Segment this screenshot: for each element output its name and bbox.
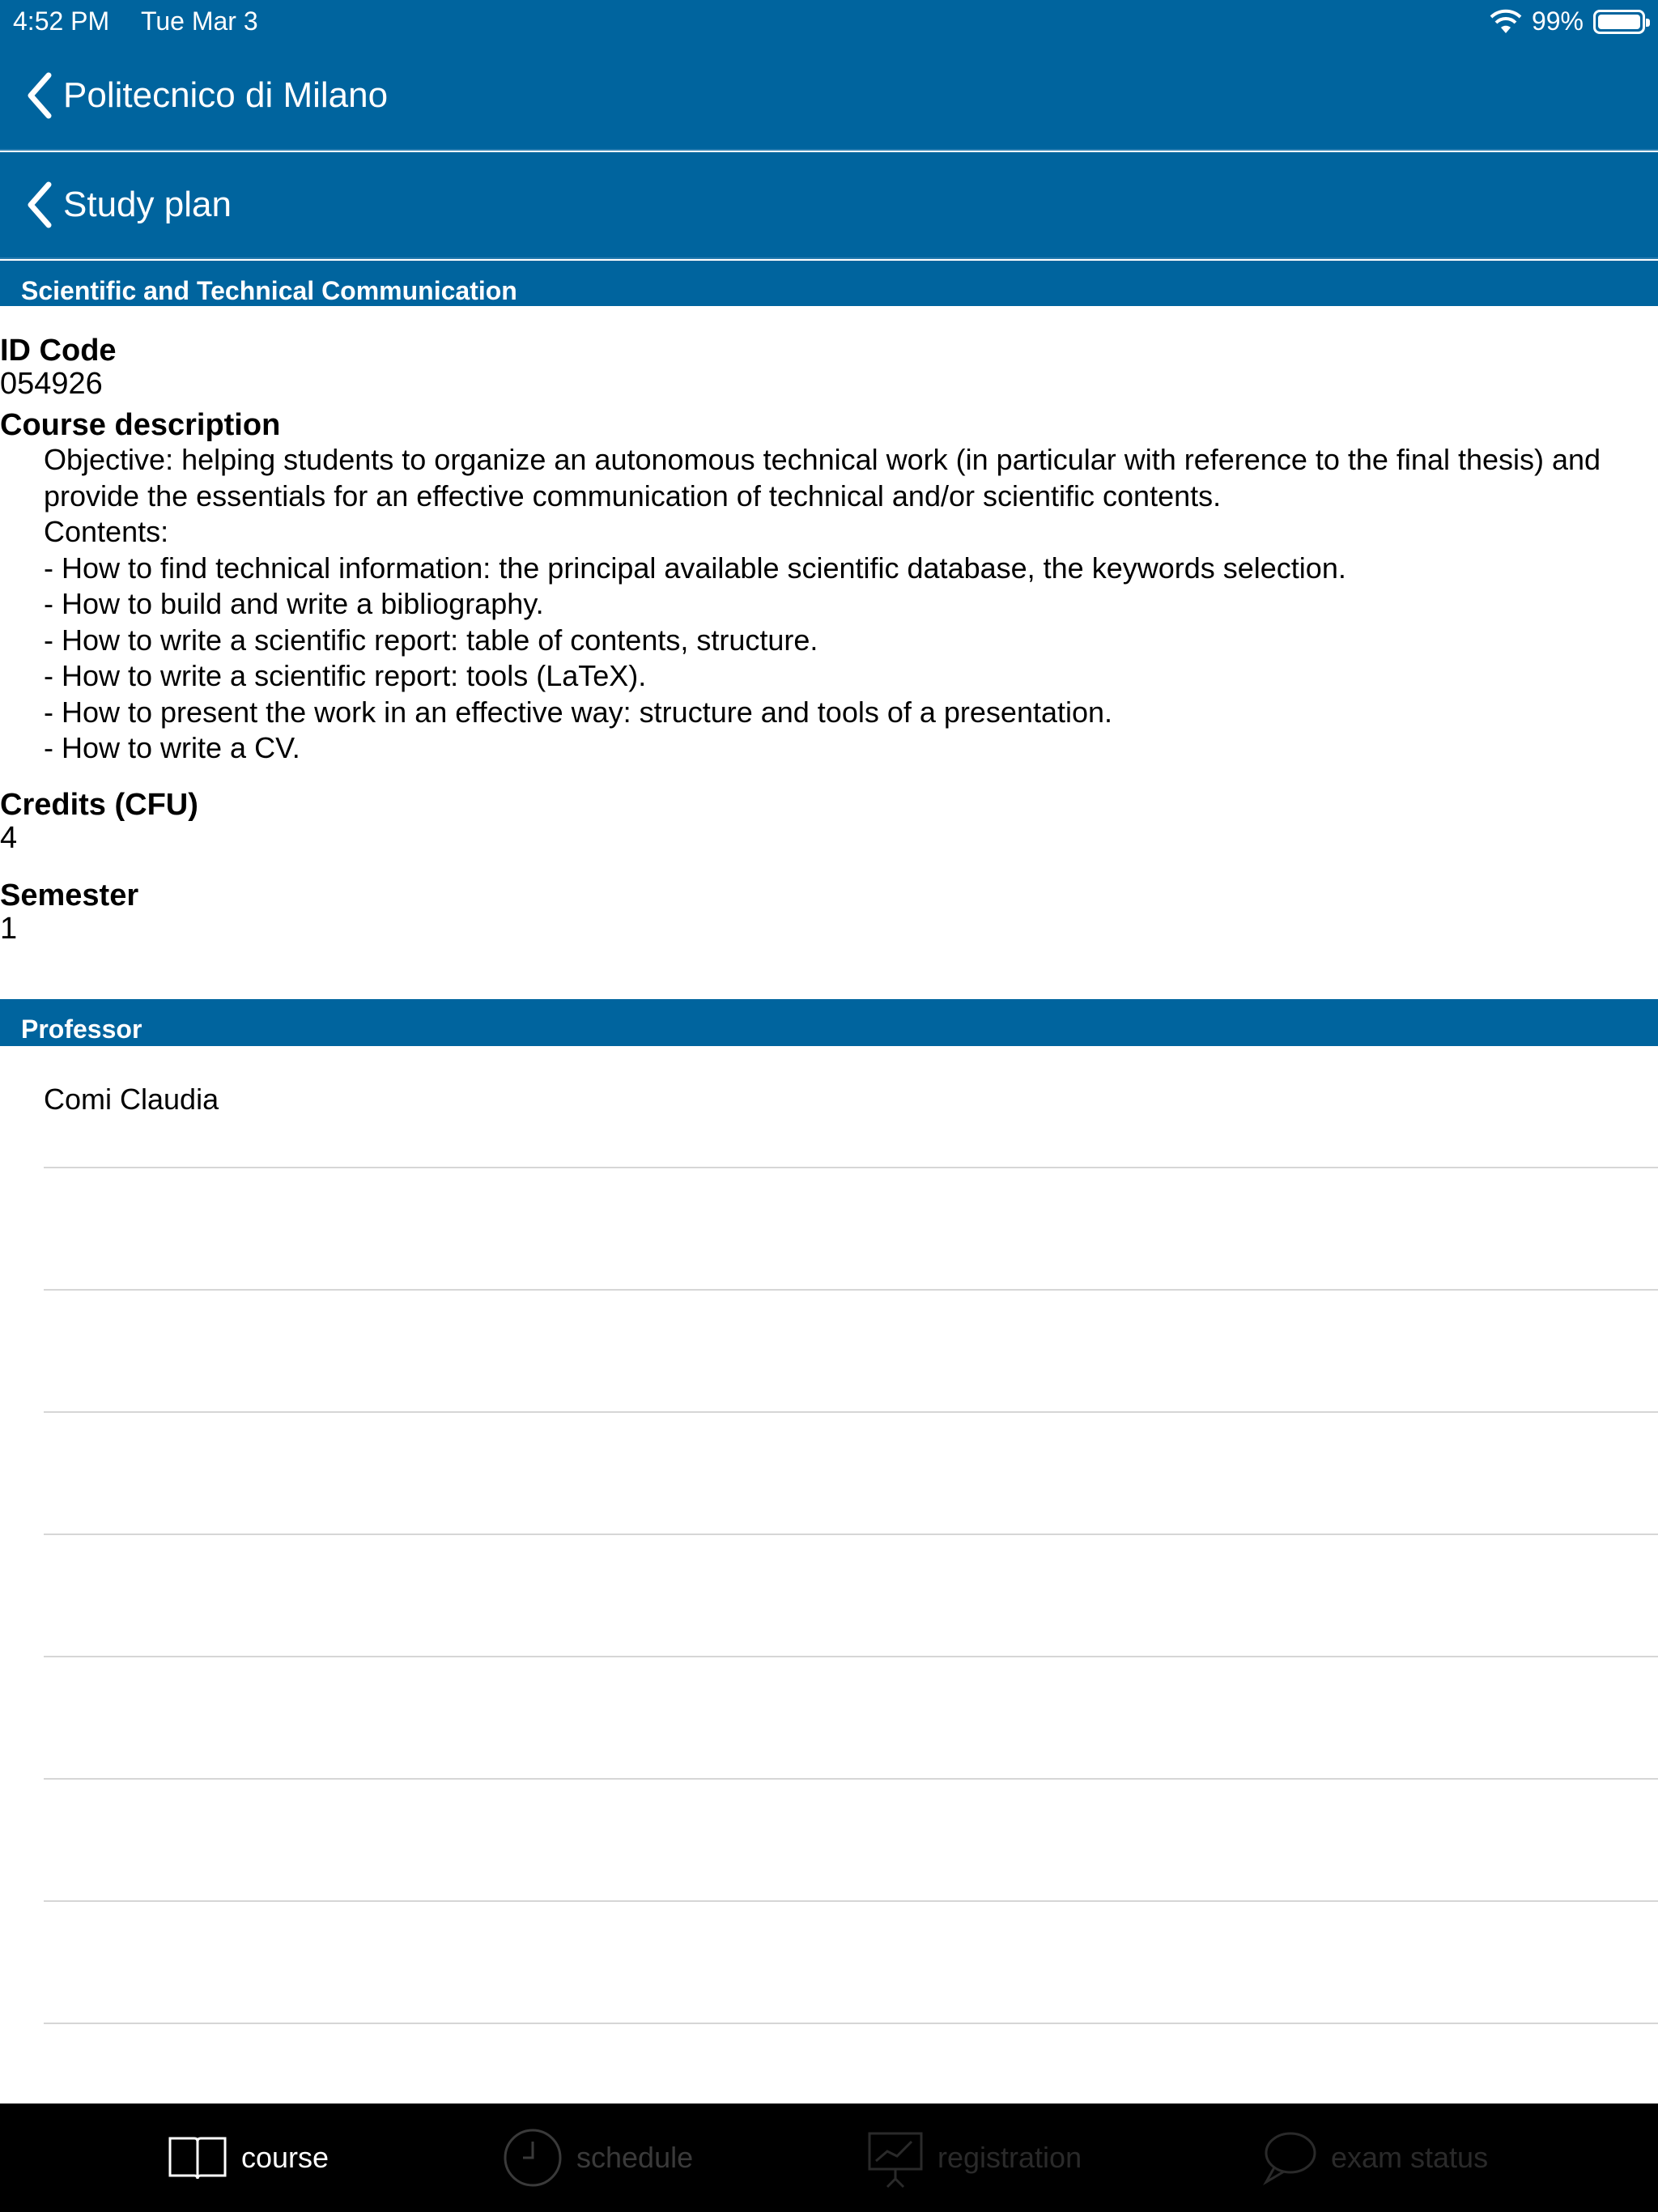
status-right: [1490, 6, 1645, 36]
description-line: - How to find technical information: the principal available scientific database, the keywords selection.: [44, 551, 1346, 585]
wifi-icon: [1490, 9, 1522, 35]
description-line: - How to present the work in an effective way: structure and tools of a presentation.: [44, 695, 1113, 729]
back-label: Politecnico di Milano: [63, 75, 389, 115]
book-icon: [167, 2133, 228, 2182]
primary-nav-bar: [0, 42, 1658, 151]
back-to-politecnico-button[interactable]: [24, 72, 388, 119]
id-code-label: ID Code: [0, 334, 117, 368]
professor-list: [0, 1046, 1658, 2024]
professor-header: Professor: [0, 999, 1658, 1046]
speech-bubble-icon: [1260, 2129, 1318, 2187]
course-description: [0, 442, 1658, 767]
professor-name: Comi Claudia: [44, 1083, 219, 1116]
chevron-left-icon: [24, 181, 55, 228]
description-line: Contents:: [44, 515, 169, 548]
list-item: [44, 1413, 1658, 1535]
description-line: - How to write a scientific report: table of contents, structure.: [44, 623, 818, 657]
course-details: [0, 334, 1658, 945]
chevron-left-icon: [24, 72, 55, 119]
status-date: Tue Mar 3: [141, 6, 258, 36]
description-line: Objective: helping students to organize an autonomous technical work (in particular with reference to the final thesis) and provide the essentials for an effective communication of technical and/or scientific contents.: [44, 443, 1601, 513]
list-item: [44, 1780, 1658, 1902]
description-line: - How to write a CV.: [44, 731, 300, 764]
list-item: [44, 1168, 1658, 1291]
back-label: Study plan: [63, 185, 232, 224]
status-time: 4:52 PM: [13, 6, 110, 36]
semester-value: 1: [0, 911, 18, 946]
professor-row[interactable]: [44, 1046, 1658, 1168]
credits-value: 4: [0, 820, 18, 855]
semester-label: Semester: [0, 878, 139, 912]
tab-label: course: [241, 2141, 329, 2174]
list-item: [44, 1291, 1658, 1413]
list-item: [44, 1657, 1658, 1780]
list-item: [44, 1902, 1658, 2024]
back-to-study-plan-button[interactable]: [24, 181, 232, 228]
battery-percent: 99%: [1531, 6, 1584, 36]
tab-label: exam status: [1331, 2141, 1489, 2174]
tab-registration[interactable]: [866, 2104, 1082, 2212]
status-bar: [0, 0, 1658, 42]
tab-course[interactable]: [167, 2104, 329, 2212]
description-line: - How to build and write a bibliography.: [44, 587, 544, 620]
id-code-value: 054926: [0, 367, 103, 401]
course-description-label: Course description: [0, 408, 281, 442]
tab-label: schedule: [576, 2141, 694, 2174]
tab-exam-status[interactable]: [1260, 2104, 1488, 2212]
tab-label: registration: [937, 2141, 1082, 2174]
clock-icon: [502, 2127, 563, 2189]
presentation-icon: [866, 2127, 925, 2189]
credits-label: Credits (CFU): [0, 787, 198, 822]
course-title-header: Scientific and Technical Communication: [0, 261, 1658, 306]
battery-icon: [1593, 10, 1645, 34]
secondary-nav-bar: [0, 152, 1658, 259]
tab-bar: [0, 2104, 1658, 2212]
tab-schedule[interactable]: [502, 2104, 693, 2212]
description-line: - How to write a scientific report: tools (LaTeX).: [44, 659, 647, 692]
list-item: [44, 1535, 1658, 1657]
